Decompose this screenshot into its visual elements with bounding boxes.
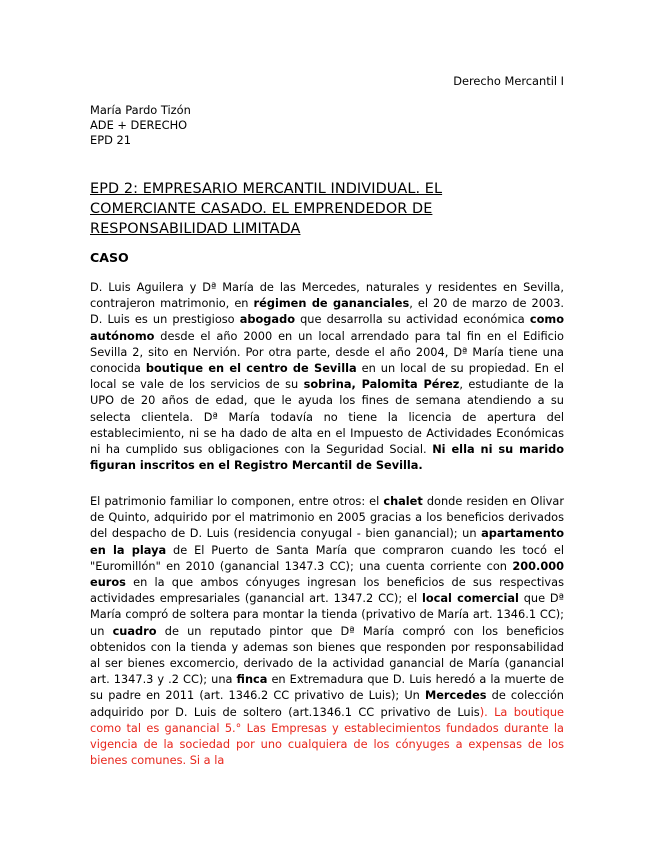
text-run: donde residen en Olivar de Quinto, adquirido por el matrimonio en 2005 gracias a los beneficios derivados del despacho de D. Luis (residencia conyugal - bien ganancial); un (90, 494, 564, 541)
bold-run: finca (236, 672, 268, 687)
text-run: D. Luis Aguilera y Dª María de las Mercedes, naturales y residentes en Sevilla, contrajeron matrimonio, en (90, 280, 564, 311)
text-run: en Extremadura que D. Luis heredó a la muerte de su padre en 2011 (art. 1346.2 CC privativo de Luis); Un (90, 672, 564, 703)
section-heading: CASO (90, 250, 129, 265)
text-run: de colección adquirido por D. Luis de soltero (art.1346.1 CC privativo de Luis (90, 688, 564, 719)
text-run: de un reputado pintor que Dª María compró con los beneficios obtenidos con la tienda y ademas son bienes que responden por responsabilidad al ser bienes excomercio, derivado de la actividad ganancial de María (ganancial art. 1347.3 y .2 CC); una (90, 623, 564, 687)
annotation-run: ). (479, 704, 495, 719)
text-run: El patrimonio familiar lo componen, entre otros: el (90, 494, 384, 508)
document-title: EPD 2: EMPRESARIO MERCANTIL INDIVIDUAL. EL COMERCIANTE CASADO. EL EMPRENDEDOR DE RESPONSABILIDAD LIMITADA (90, 181, 443, 237)
course-header: Derecho Mercantil I (453, 74, 564, 88)
bold-run: abogado (239, 312, 295, 327)
author-group: EPD 21 (90, 133, 131, 147)
bold-run: Ni ella ni su marido figuran inscritos en el Registro Mercantil de Sevilla. (90, 442, 565, 473)
text-run: que Dª María compró de soltera para montar la tienda (privativo de María art. 1346.1 CC); un (90, 591, 564, 638)
text-run: que desarrolla su actividad económica (295, 312, 530, 327)
text-run: desde el año 2000 en un local arrendado para tal fin en el Edificio Sevilla 2, sito en Nervión. Por otra parte, desde el año 2004, Dª María tiene una conocida (90, 328, 564, 376)
text-run: , el 20 de marzo de 2003. D. Luis es un prestigioso (90, 296, 565, 327)
author-name: María Pardo Tizón (90, 103, 191, 117)
annotation-run: La boutique como tal es ganancial 5.° Las Empresas y establecimientos fundados durante la vigencia de la sociedad por uno cualquiera de los cónyuges a expensas de los bienes comunes. Si a la (90, 704, 564, 768)
bold-run: Mercedes (424, 688, 487, 703)
bold-run: chalet (383, 494, 423, 508)
text-run: en un local de su propiedad. En el local se vale de los servicios de su (90, 361, 564, 392)
bold-run: sobrina, Palomita Pérez (303, 377, 460, 392)
text-run: de El Puerto de Santa María que compraron cuando les tocó el "Euromillón" en 2010 (ganancial 1347.3 CC); una cuenta corriente con (90, 542, 564, 573)
bold-run: 200.000 euros (90, 558, 564, 590)
bold-run: cuadro (112, 623, 157, 638)
bold-run: local comercial (421, 591, 519, 606)
bold-run: régimen de gananciales (253, 296, 410, 311)
text-run: en la que ambos cónyuges ingresan los beneficios de sus respectivas actividades empresariales (ganancial art. 1347.2 CC); el (90, 575, 564, 606)
bold-run: boutique en el centro de Sevilla (145, 361, 357, 376)
case-paragraph-1 (90, 279, 564, 473)
case-paragraph-2 (90, 493, 564, 768)
bold-run: apartamento en la playa (90, 526, 564, 557)
text-run: , estudiante de la UPO de 20 años de edad, que le ayuda los fines de semana atendiendo a su selecta clientela. Dª María todavía no tiene la licencia de apertura del establecimiento, ni se ha dado de alta en el Impuesto de Actividades Económicas ni ha cumplido sus obligaciones con la Seguridad Social. (90, 377, 564, 457)
author-block (90, 103, 191, 148)
author-degree: ADE + DERECHO (90, 118, 188, 132)
bold-run: como autónomo (90, 312, 564, 343)
